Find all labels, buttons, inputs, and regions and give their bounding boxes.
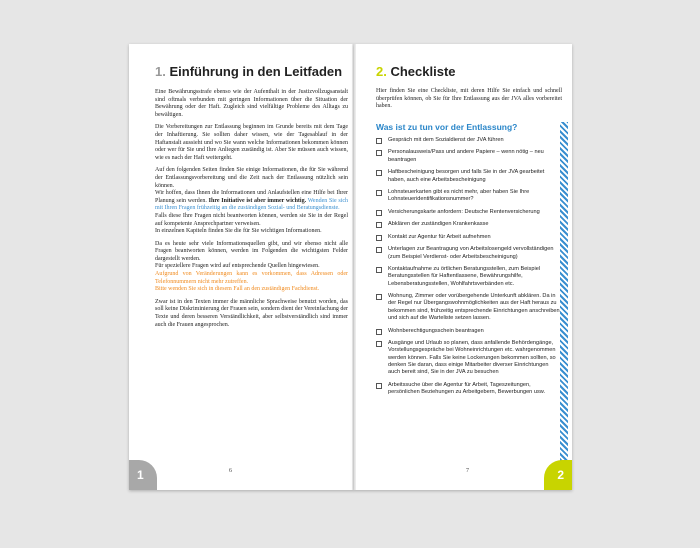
chapter-number: 1. [155,64,166,79]
item-text: Kontakt zur Agentur für Arbeit aufnehmen [388,233,491,240]
checklist [376,137,562,401]
checkbox-icon[interactable] [376,170,382,176]
paragraph: Hier finden Sie eine Checkliste, mit deren Hilfe Sie einfach und schnell überprüfen können, ob Sie für Ihre Entlassung aus der JVA alles vorbereitet haben. [376,88,562,110]
item-text: Wohnung, Zimmer oder vorübergehende Unterkunft abklären. Da in der Regel nur Übergangswohnmöglichkeiten aus der Haft heraus zu bekommen sind, frühzeitig entsprechende Einrichtungen anschreiben und sich auf die Warteliste setzen lassen. [388,293,560,322]
checkbox-icon[interactable] [376,267,382,273]
checklist-item[interactable] [376,266,562,288]
checklist-item[interactable] [376,169,562,184]
checkbox-icon[interactable] [376,247,382,253]
checklist-item[interactable] [376,189,562,204]
chapter-corner-tab [544,460,572,490]
text-run: Auf den folgenden Seiten finden Sie einige Informationen, die für Sie während der Entlassungsvorbereitung und die Zeit nach der Entlassung nützlich sein können. [155,167,348,189]
paragraph [155,167,348,235]
right-page [354,44,572,490]
item-text: Abklären der zuständigen Krankenkasse [388,221,489,228]
item-text: Versicherungskarte anfordern: Deutsche Rentenversicherung [388,208,540,215]
text-run: Für speziellere Fragen wird auf entsprechende Quellen hingewiesen. [155,263,320,270]
checklist-item[interactable] [376,328,562,335]
checkbox-icon[interactable] [376,341,382,347]
chapter-heading-right [376,64,456,79]
orange-text: Aufgrund von Veränderungen kann es vorkommen, dass Adressen oder Telefonnummern nicht mehr zutreffen. [155,271,348,285]
page-number: 7 [466,468,469,474]
checkbox-icon[interactable] [376,150,382,156]
item-text: Wohnberechtigungsschein beantragen [388,327,484,334]
intro-text [155,89,348,334]
corner-number: 2 [557,468,564,482]
book-gutter [352,44,356,490]
item-text: Unterlagen zur Beantragung von Arbeitslosengeld vervollständigen (zum Beispiel Verdienst- oder Arbeitsbescheinigung) [388,246,554,260]
text-run: In einzelnen Kapiteln finden Sie die für Sie wichtigen Informationen. [155,228,322,235]
paragraph: Zwar ist in den Texten immer die männliche Sprachweise benutzt worden, das soll keine Diskriminierung der Frauen sein, sondern dient der Vereinfachung der Texte und deren besseren Verständlichkeit, aber selbstverständlich sind immer auch die Frauen angesprochen. [155,298,349,328]
paragraph: Die Vorbereitungen zur Entlassung beginnen im Grunde bereits mit dem Tage der Inhaftierung. Sie sollten daher wissen, wie der Tagesablauf in der Haftanstalt aussieht und wo Sie wann welche Informationen bekommen können oder wer für Sie und Ihre Anliegen zuständig ist. Aber Sie müssen auch wissen, wie es nach der Haft weitergeht. [155,124,348,161]
chapter-heading-left [155,64,342,79]
text-run: Wir hoffen, dass Ihnen die Informationen und Anlaufstellen eine Hilfe bei Ihrer Planung sein werden. [155,190,348,204]
checkbox-icon[interactable] [376,329,382,335]
checklist-item[interactable] [376,221,562,228]
page-number: 6 [229,468,232,474]
corner-number: 1 [137,468,144,482]
checklist-item[interactable] [376,340,562,376]
checklist-item[interactable] [376,246,562,261]
left-page [129,44,354,490]
chapter-title: Einführung in den Leitfaden [169,64,343,79]
chapter-title: Checkliste [390,64,456,79]
bold-text: Ihre Initiative ist aber immer wichtig. [208,197,307,204]
checkbox-icon[interactable] [376,138,382,144]
checklist-item[interactable] [376,234,562,241]
checkbox-icon[interactable] [376,383,382,389]
item-text: Arbeitssuche über die Agentur für Arbeit, Tageszeitungen, persönlichen Beziehungen zu Arbeitgebern, Bewerbungen usw. [388,381,546,395]
checklist-subheading: Was ist zu tun vor der Entlassung? [376,122,518,132]
item-text: Kontaktaufnahme zu örtlichen Beratungsstellen, zum Beispiel Beratungsstellen für Haftentlassene, Bewährungshilfe, Lebensberatungsstellen, Wohlfahrtsverbänden etc. [388,266,541,287]
item-text: Gespräch mit dem Sozialdienst der JVA führen [388,137,504,143]
paragraph [155,241,348,294]
orange-text: Bitte wenden Sie sich in diesem Fall an den zuständigen Fachdienst. [155,286,320,293]
chapter-number: 2. [376,64,387,79]
checklist-item[interactable] [376,293,562,322]
checklist-item[interactable] [376,382,562,397]
text-run: Falls diese Ihre Fragen nicht beantworten können, werden sie Sie in der Regel auf kompetente Ansprechpartner verweisen. [155,212,348,227]
text-run: Da es heute sehr viele Informationsquellen gibt, und wir ebenso nicht alle Fragen beantworten können, werden im Folgenden die wichtigsten Felder dargestellt werden. [155,240,348,262]
item-text: Lohnsteuerkarten gibt es nicht mehr, aber haben Sie Ihre Lohnsteueridentifikationsnummer? [388,189,530,203]
checkbox-icon[interactable] [376,190,382,196]
item-text: Haftbescheinigung besorgen und falls Sie in der JVA gearbeitet haben, auch eine Arbeitsbescheinigung [388,169,545,183]
checkbox-icon[interactable] [376,235,382,241]
checkbox-icon[interactable] [376,294,382,300]
checkbox-icon[interactable] [376,210,382,216]
checklist-item[interactable] [376,209,562,216]
checkbox-icon[interactable] [376,222,382,228]
paragraph: Eine Bewährungsstrafe ebenso wie der Aufenthalt in der Justizvollzugsanstalt sind oftmals verbunden mit geringen Informationen über die Situation der Bewährung oder der Haft. Zugleich sind vielfältige Probleme des Alltags zu bewältigen. [155,89,348,118]
item-text: Personalausweis/Pass und andere Papiere – wenn nötig – neu beantragen [388,149,544,163]
checklist-item[interactable] [376,137,562,144]
blue-text: Wenden Sie sich mit Ihren Fragen frühzeitig an die zuständigen Sozial- und Beratungsdienste. [155,197,349,212]
decorative-stripe [560,122,568,472]
checklist-item[interactable] [376,149,562,164]
item-text: Ausgänge und Urlaub so planen, dass anfallende Behördengänge, Vorstellungsgespräche bei Wohneinrichtungen etc. wahrgenommen werden können. Falls Sie keine Lockerungen bekommen sollten, so denken Sie daran, dass einige Mitarbeiter diverser Einrichtungen auch bereit sind, Sie in der JVA zu besuchen [388,340,556,376]
chapter-corner-tab [129,460,157,490]
checklist-intro [376,88,562,116]
